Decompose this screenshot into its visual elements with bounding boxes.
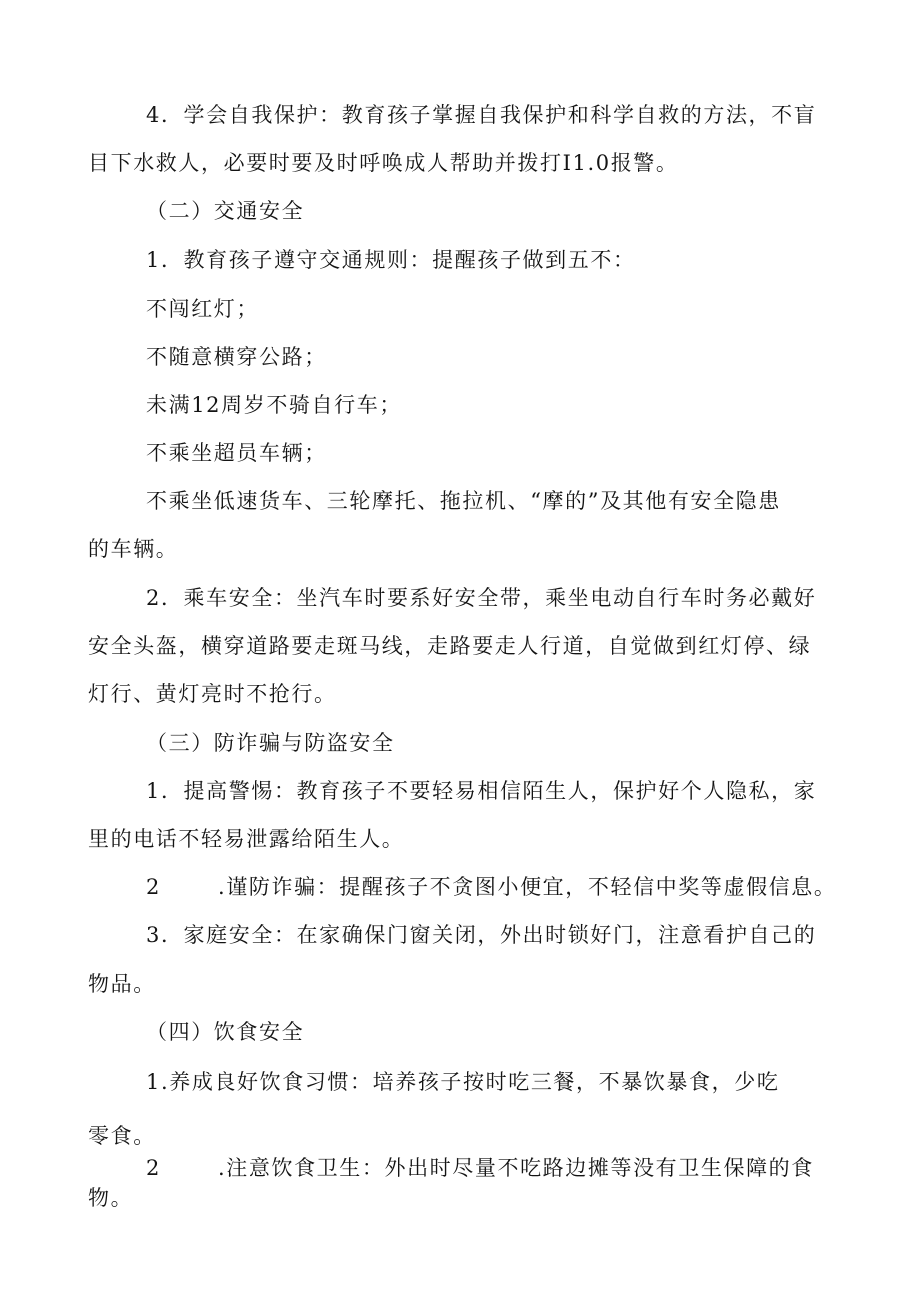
section-heading-traffic: （二）交通安全 [146,199,305,223]
paragraph-line: 1．提高警惕：教育孩子不要轻易相信陌生人，保护好个人隐私，家 [146,779,817,803]
list-item: 不随意横穿公路； [146,345,327,369]
list-item: 不闯红灯； [146,297,259,321]
item-number: 2 [146,1156,161,1180]
paragraph-line: 灯行、黄灯亮时不抢行。 [88,682,337,706]
paragraph-line: 1.养成良好饮食习惯：培养孩子按时吃三餐，不暴饮暴食，少吃 [146,1070,780,1094]
list-item: 不乘坐低速货车、三轮摩托、拖拉机、“摩的”及其他有安全隐患 [146,489,781,513]
section-heading-food: （四）饮食安全 [146,1020,305,1044]
paragraph-line: 目下水救人，必要时要及时呼唤成人帮助并拨打I1.0报警。 [88,151,679,175]
paragraph-line: 安全头盔，横穿道路要走斑马线，走路要走人行道，自觉做到红灯停、绿 [88,634,812,658]
list-item: 不乘坐超员车辆； [146,441,327,465]
paragraph-line: .注意饮食卫生：外出时尽量不吃路边摊等没有卫生保障的食 [218,1156,814,1180]
item-number: 2 [146,875,161,899]
paragraph-line: 物。 [88,1186,134,1210]
list-item: 未满12周岁不骑自行车； [146,393,402,417]
paragraph-line: 物品。 [88,972,156,996]
paragraph-line: 零食。 [88,1124,156,1148]
paragraph-line: 2．乘车安全：坐汽车时要系好安全带，乘坐电动自行车时务必戴好 [146,586,817,610]
paragraph-line: 的车辆。 [88,537,179,561]
paragraph-line: .谨防诈骗：提醒孩子不贪图小便宜，不轻信中奖等虚假信息。 [218,875,837,899]
section-heading-fraud-theft: （三）防诈骗与防盗安全 [146,731,395,755]
paragraph-line: 3．家庭安全：在家确保门窗关闭，外出时锁好门，注意看护自己的 [146,923,817,947]
paragraph-line: 4．学会自我保护：教育孩子掌握自我保护和科学自救的方法，不盲 [146,103,817,127]
paragraph-line: 1．教育孩子遵守交通规则：提醒孩子做到五不： [146,248,636,272]
paragraph-line: 里的电话不轻易泄露给陌生人。 [88,827,405,851]
